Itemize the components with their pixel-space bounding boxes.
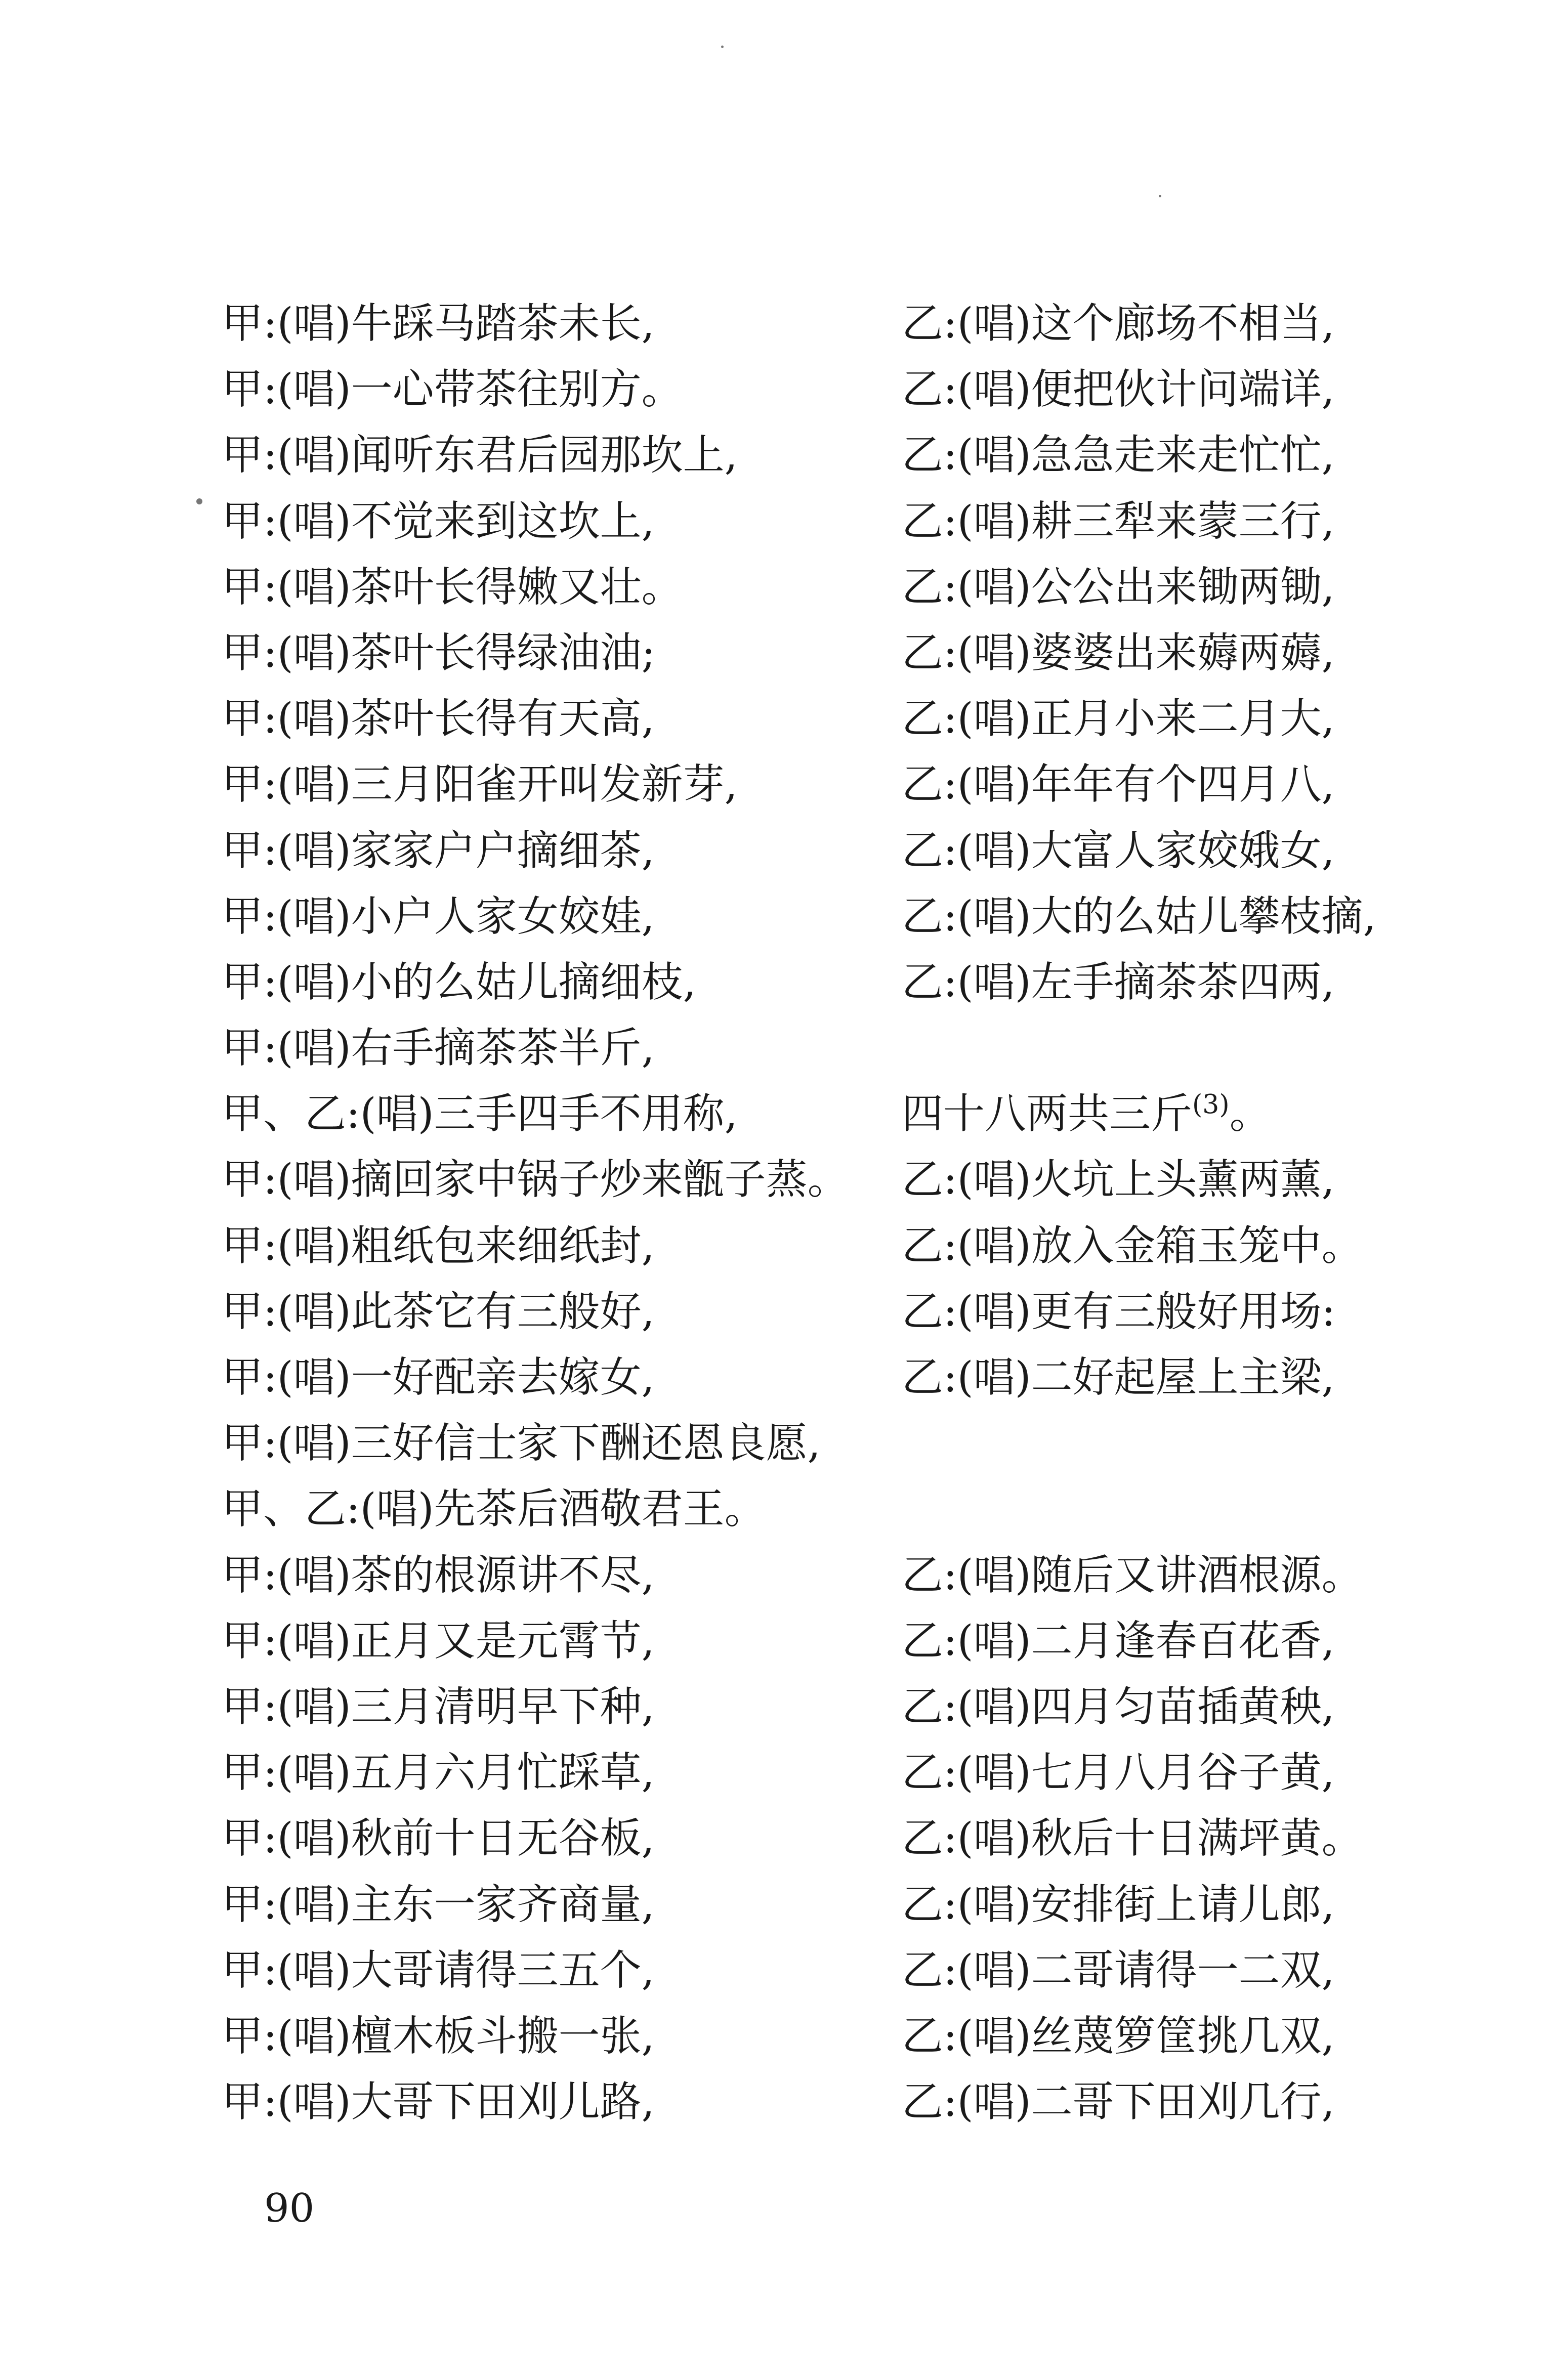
lyric-line: 甲、乙:(唱)先茶后酒敬君王。 <box>222 1485 766 1534</box>
lyric-line: 乙:(唱)秋后十日满坪黄。 <box>902 1814 1363 1863</box>
lyric-line <box>902 1411 1529 1476</box>
lyric-line: 甲:(唱)粗纸包来细纸封, <box>222 1221 655 1270</box>
lyric-line: 乙:(唱)正月小来二月大, <box>902 695 1335 743</box>
lyric-line: 乙:(唱)更有三般好用场: <box>902 1287 1336 1336</box>
lyric-punctuation: 。 <box>1229 1090 1271 1138</box>
lyric-line: 甲:(唱)秋前十日无谷板, <box>222 1814 655 1863</box>
lyric-line: 乙:(唱)二月逢春百花香, <box>902 1617 1335 1665</box>
lyric-line: 乙:(唱)年年有个四月八, <box>902 760 1335 809</box>
lyric-line: 乙:(唱)随后又讲酒根源。 <box>902 1551 1363 1599</box>
lyric-line: 甲:(唱)家家户户摘细茶, <box>222 826 655 875</box>
lyric-line: 甲:(唱)小的么姑儿摘细枝, <box>222 958 696 1006</box>
lyric-line: 乙:(唱)四月匀苗插黄秧, <box>902 1682 1335 1731</box>
lyric-line: 甲:(唱)三好信士家下酬还恩良愿, <box>222 1419 821 1468</box>
lyric-line: 乙:(唱)这个廊场不相当, <box>902 300 1335 348</box>
footnote-marker: (3) <box>1192 1089 1230 1120</box>
lyric-line: 乙:(唱)二哥下田刈几行, <box>902 2078 1335 2127</box>
lyric-line: 乙:(唱)火坑上头薰两薰, <box>902 1156 1335 1204</box>
lyric-line <box>902 1476 1529 1542</box>
lyric-line: 甲:(唱)茶叶长得绿油油; <box>222 628 656 677</box>
lyric-line: 甲:(唱)五月六月忙踩草, <box>222 1749 655 1797</box>
right-column <box>902 291 1529 2135</box>
lyric-line: 甲:(唱)茶叶长得嫩又壮。 <box>222 563 683 611</box>
left-column <box>222 291 890 2135</box>
lyric-line: 甲:(唱)闻听东君后园那坎上, <box>222 431 738 480</box>
lyric-line: 乙:(唱)二哥请得一二双, <box>902 1946 1335 1994</box>
scan-speck <box>721 46 724 48</box>
scan-speck <box>1159 195 1161 197</box>
lyric-line: 甲:(唱)正月又是元霄节, <box>222 1617 655 1665</box>
lyric-line: 甲:(唱)檀木板斗搬一张, <box>222 2012 655 2060</box>
lyric-text: 四十八两共三斤 <box>902 1090 1193 1138</box>
lyric-line: 甲:(唱)此茶它有三般好, <box>222 1287 655 1336</box>
page-number: 90 <box>264 2186 315 2231</box>
lyric-line: 甲:(唱)大哥下田刈儿路, <box>222 2078 655 2127</box>
lyric-line: 乙:(唱)丝蔑箩筐挑几双, <box>902 2012 1335 2060</box>
lyric-line: 乙:(唱)耕三犁来蒙三行, <box>902 497 1335 545</box>
lyric-line: 乙:(唱)大的么姑儿攀枝摘, <box>902 892 1376 941</box>
lyric-line: 甲:(唱)摘回家中锅子炒来甑子蒸。 <box>222 1156 849 1204</box>
lyric-line: 甲:(唱)小户人家女姣娃, <box>222 892 655 941</box>
lyric-line: 甲:(唱)茶叶长得有天高, <box>222 695 655 743</box>
lyric-line: 甲:(唱)茶的根源讲不尽, <box>222 1551 655 1599</box>
lyric-line: 乙:(唱)七月八月谷子黄, <box>902 1749 1335 1797</box>
lyric-line: 甲、乙:(唱)三手四手不用称, <box>222 1090 738 1138</box>
scan-speck <box>196 498 202 504</box>
lyric-line: 甲:(唱)一心带茶往别方。 <box>222 365 683 414</box>
lyric-line: 乙:(唱)大富人家姣娥女, <box>902 826 1335 875</box>
lyric-line: 乙:(唱)二好起屋上主梁, <box>902 1353 1335 1401</box>
lyric-line: 甲:(唱)右手摘茶茶半斤, <box>222 1024 655 1073</box>
lyric-line: 乙:(唱)安排街上请儿郎, <box>902 1880 1335 1929</box>
lyric-line: 甲:(唱)大哥请得三五个, <box>222 1946 655 1994</box>
lyric-line: 甲:(唱)主东一家齐商量, <box>222 1880 655 1929</box>
lyric-line: 甲:(唱)一好配亲去嫁女, <box>222 1353 655 1401</box>
lyric-line: 乙:(唱)放入金箱玉笼中。 <box>902 1221 1363 1270</box>
lyric-line: 乙:(唱)急急走来走忙忙, <box>902 431 1335 480</box>
lyric-line: 乙:(唱)婆婆出来薅两薅, <box>902 628 1335 677</box>
lyric-line: 甲:(唱)三月清明早下种, <box>222 1682 655 1731</box>
lyric-line: 乙:(唱)便把伙计问端详, <box>902 365 1335 414</box>
lyric-line: 甲:(唱)不觉来到这坎上, <box>222 497 655 545</box>
lyric-line: 甲:(唱)三月阳雀开叫发新芽, <box>222 760 738 809</box>
lyric-line: 乙:(唱)公公出来锄两锄, <box>902 563 1335 611</box>
lyric-line: 甲:(唱)牛踩马踏茶未长, <box>222 300 655 348</box>
lyric-line <box>902 1015 1529 1081</box>
lyric-line: 乙:(唱)左手摘茶茶四两, <box>902 958 1335 1006</box>
lyric-line <box>902 1081 1529 1147</box>
